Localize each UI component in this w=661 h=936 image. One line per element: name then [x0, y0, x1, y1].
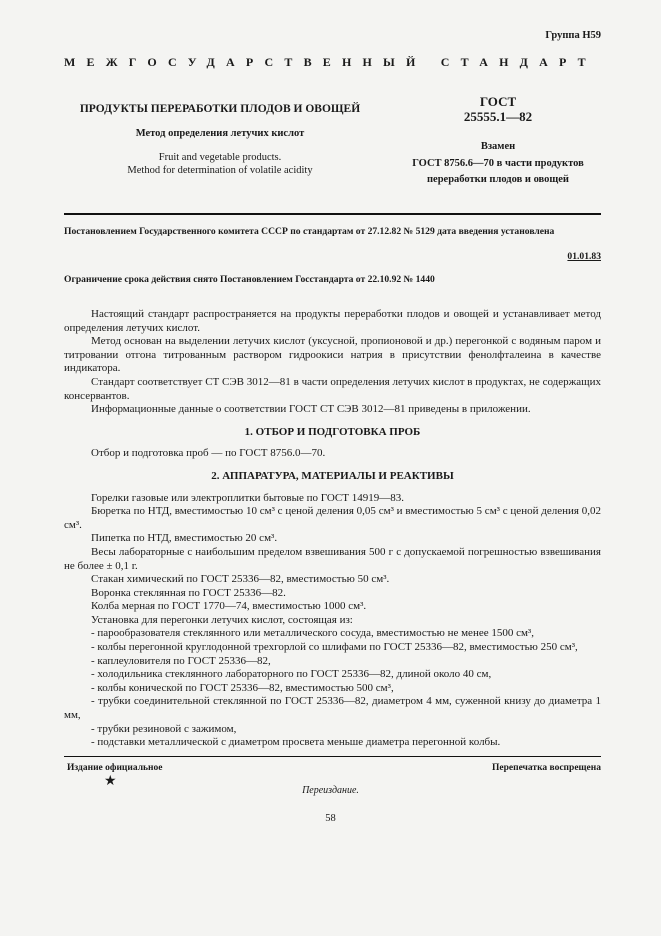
group-code: Группа Н59 [545, 30, 601, 41]
equipment-subitem: - парообразователя стеклянного или металлического сосуда, вместимостью не менее 1500 см³, [91, 627, 534, 640]
footer-divider [64, 756, 601, 757]
equipment-subitem: - колбы конической по ГОСТ 25336—82, вместимостью 500 см³, [91, 681, 394, 694]
reprint-prohibited-label: Перепечатка воспрещена [491, 763, 601, 773]
equipment-subitem: - трубки соединительной стеклянной по ГОСТ 25336—82, диаметром 4 мм, суженной книзу до диаметра 1 мм, [64, 695, 601, 722]
interstate-standard-banner: МЕЖГОСУДАРСТВЕННЫЙ СТАНДАРТ [64, 55, 597, 69]
method-title: Метод определения летучих кислот [135, 128, 305, 139]
equipment-item: Установка для перегонки летучих кислот, состоящая из: [91, 613, 353, 626]
intro-paragraph-4: Информационные данные о соответствии ГОСТ СТ СЭВ 3012—81 приведены в приложении. [91, 403, 531, 416]
replaces-label: Взамен [480, 141, 516, 152]
equipment-item: Горелки газовые или электроплитки бытовые по ГОСТ 14919—83. [91, 491, 404, 504]
intro-paragraph-3: Стандарт соответствует СТ СЭВ 3012—81 в части определения летучих кислот в продуктах, не содержащих консервантов. [64, 375, 601, 402]
equipment-subitem: - подставки металлической с диаметром просвета меньше диаметра перегонной колбы. [91, 736, 501, 749]
english-title-line-2: Method for determination of volatile acidity [127, 165, 313, 176]
replaces-text [398, 156, 598, 188]
english-title [72, 151, 368, 177]
equipment-item: Бюретка по НТД, вместимостью 10 см³ с ценой деления 0,05 см³ и вместимостью 5 см³ с ценой деления 0,02 см³. [64, 505, 601, 531]
equipment-subitem: - холодильника стеклянного лабораторного по ГОСТ 25336—82, длиной около 40 см, [91, 668, 492, 681]
header-divider [64, 213, 601, 215]
gost-label: ГОСТ [479, 94, 517, 109]
equipment-item: Пипетка по НТД, вместимостью 20 см³. [91, 532, 278, 545]
gost-designation [398, 94, 598, 188]
official-edition-label: Издание официальное [67, 763, 163, 773]
decree-text: Постановлением Государственного комитета СССР по стандартам от 27.12.82 № 5129 дата введения установлена [64, 226, 555, 237]
equipment-subitem: - колбы перегонной круглодонной трехгорлой со шлифами по ГОСТ 25336—82, вместимостью 250 см³, [91, 641, 578, 654]
section-1-paragraph: Отбор и подготовка проб — по ГОСТ 8756.0—70. [91, 447, 326, 460]
gost-number: 25555.1—82 [463, 109, 533, 124]
replaces-text-line-2: переработки плодов и овощей [427, 174, 569, 185]
star-icon: ★ [104, 774, 117, 789]
document-body [64, 308, 601, 750]
effective-date: 01.01.83 [567, 251, 601, 262]
english-title-line-1: Fruit and vegetable products. [158, 152, 282, 163]
intro-paragraph-1: Настоящий стандарт распространяется на продукты переработки плодов и овощей и устанавливает метод определения летучих кислот. [64, 308, 601, 334]
page-number: 58 [325, 813, 336, 824]
equipment-subitem: - трубки резиновой с зажимом, [91, 722, 237, 735]
reissue-label: Переиздание. [302, 785, 359, 796]
section-1-heading: 1. ОТБОР И ПОДГОТОВКА ПРОБ [244, 425, 421, 438]
document-title: ПРОДУКТЫ ПЕРЕРАБОТКИ ПЛОДОВ И ОВОЩЕЙ [79, 103, 361, 115]
section-2-heading: 2. АППАРАТУРА, МАТЕРИАЛЫ И РЕАКТИВЫ [211, 469, 454, 482]
equipment-item: Воронка стеклянная по ГОСТ 25336—82. [91, 586, 286, 599]
equipment-item: Колба мерная по ГОСТ 1770—74, вместимостью 1000 см³. [91, 600, 367, 613]
equipment-item: Стакан химический по ГОСТ 25336—82, вместимостью 50 см³. [91, 573, 390, 586]
replaces-text-line-1: ГОСТ 8756.6—70 в части продуктов [412, 158, 584, 169]
intro-paragraph-2: Метод основан на выделении летучих кислот (уксусной, пропионовой и др.) перегонкой с водяным паром и титровании отгона титрованным раствором гидроокиси натрия в присутствии фенолфталеина в качестве индикатора. [64, 335, 601, 375]
equipment-subitem: - каплеуловителя по ГОСТ 25336—82, [91, 654, 271, 667]
limit-text: Ограничение срока действия снято Постановлением Госстандарта от 22.10.92 № 1440 [64, 274, 435, 285]
equipment-item: Весы лабораторные с наибольшим пределом взвешивания 500 г с допускаемой погрешностью взвешивания не более ± 0,1 г. [64, 545, 601, 572]
